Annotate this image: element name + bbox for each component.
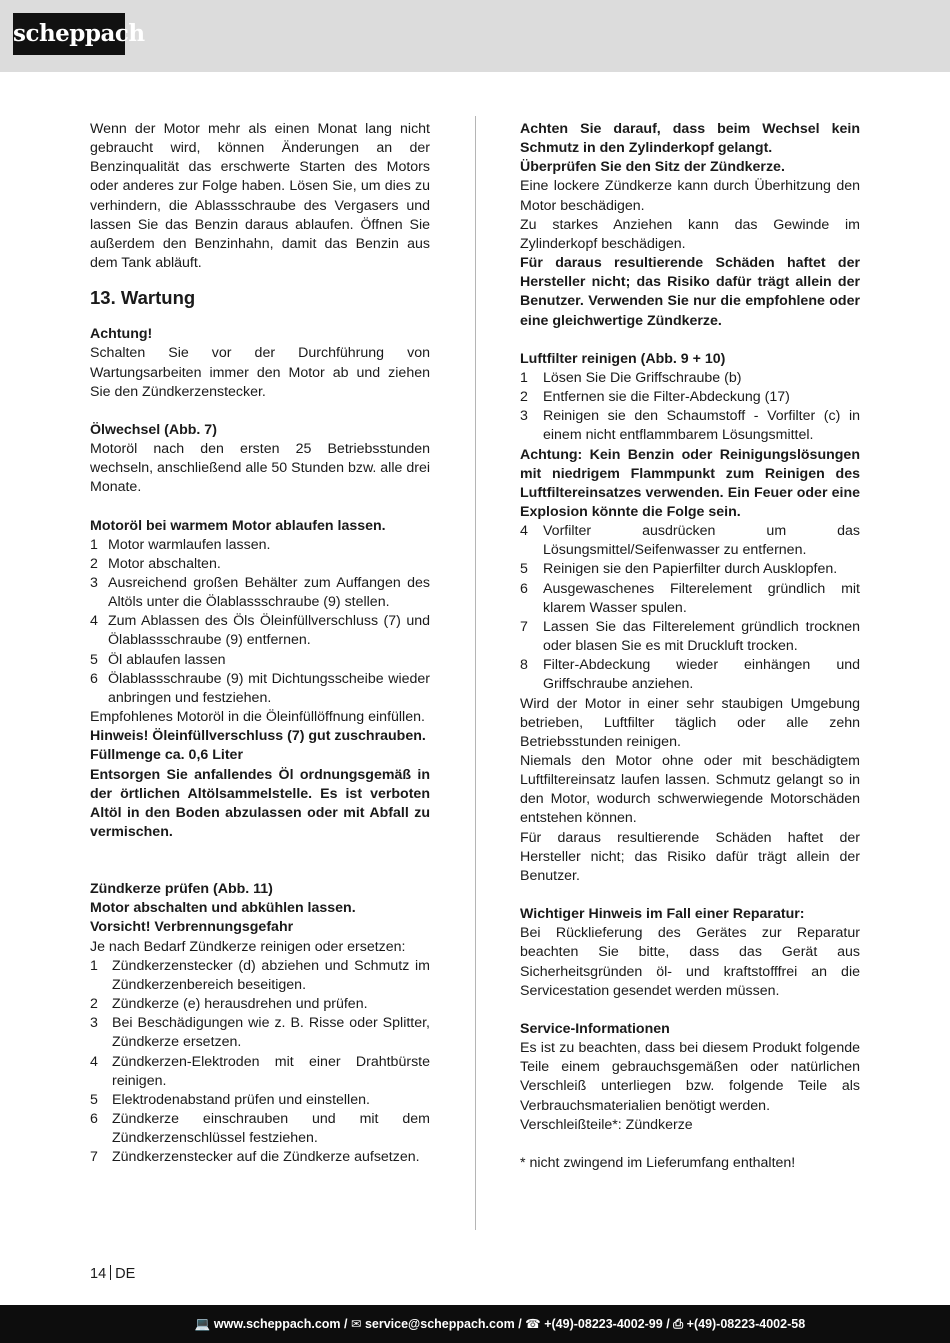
list-item-number: 4 xyxy=(90,613,98,630)
empfohlen-text: Empfohlenes Motoröl in die Öleinfüllöffnung einfüllen. xyxy=(90,709,425,726)
zuendkerze-steps-list xyxy=(90,957,430,1168)
computer-icon: 💻 xyxy=(194,1317,211,1331)
list-item xyxy=(90,957,430,995)
list-item-text: Filter-Abdeckung wieder einhängen und Griffschraube anziehen. xyxy=(543,657,860,693)
anziehen-text: Zu starkes Anziehen kann das Gewinde im Zylinderkopf beschädigen. xyxy=(520,216,860,252)
list-item-number: 5 xyxy=(520,561,528,578)
list-item xyxy=(90,612,430,650)
hinweis-text: Hinweis! Öleinfüllverschluss (7) gut zuschrauben. xyxy=(90,728,426,745)
zuendkerze-title: Zündkerze prüfen (Abb. 11) xyxy=(90,881,273,898)
reparatur-text: Bei Rücklieferung des Gerätes zur Reparatur beachten Sie bitte, dass das Gerät aus Sicherheitsgründen öl- und kraftstofffrei an die Servicestation gesendet werden müssen. xyxy=(520,925,860,999)
list-item xyxy=(90,555,430,574)
zuendkerze-sub2: Vorsicht! Verbrennungsgefahr xyxy=(90,919,294,936)
list-item-number: 3 xyxy=(520,408,528,425)
warm-steps-list xyxy=(90,536,430,708)
footer-bar: 💻 www.scheppach.com / ✉ service@scheppach.com / ☎ +(49)-08223-4002-99 / ⎙ +(49)-08223-4002-58 xyxy=(0,1305,950,1343)
list-item-number: 2 xyxy=(90,996,98,1013)
list-item-text: Lassen Sie das Filterelement gründlich trocknen oder blasen Sie es mit Druckluft trocken. xyxy=(543,618,860,655)
list-item-text: Reinigen sie den Schaumstoff - Vorfilter (c) in einem nicht entflammbarem Lösungsmittel. xyxy=(543,408,860,444)
list-item xyxy=(90,536,430,555)
haftung-warning: Für daraus resultierende Schäden haftet der Hersteller nicht; das Risiko dafür trägt allein der Benutzer. Verwenden Sie nur die empfohlene oder eine gleichwertige Zündkerze. xyxy=(520,255,860,329)
list-item-number: 4 xyxy=(90,1053,98,1070)
list-item-text: Lösen Sie Die Griffschraube (b) xyxy=(543,369,742,386)
achtung-text: Schalten Sie vor der Durchführung von Wartungsarbeiten immer den Motor ab und ziehen Sie den Zündkerzenstecker. xyxy=(90,345,430,400)
footnote-text: * nicht zwingend im Lieferumfang enthalten! xyxy=(520,1154,796,1171)
intro-paragraph: Wenn der Motor mehr als einen Monat lang nicht gebraucht wird, können Änderungen an der Benzinqualität das erschwerte Starten des Motors oder anderes zur Folge haben. Lösen Sie, um dies zu verhindern, die Ablassschraube des Vergasers und lassen Sie das Benzin daraus ablaufen. Öffnen Sie außerdem den Benzinhahn, damit das Benzin aus dem Tank abläuft. xyxy=(90,121,430,272)
service-text: Es ist zu beachten, dass bei diesem Produkt folgende Teile einem gebrauchsgemäßen oder natürlichen Verschleiß unterliegen bzw. folgende Teile als Verbrauchsmaterialien benötigt werden. xyxy=(520,1040,860,1114)
schmutz-warning: Achten Sie darauf, dass beim Wechsel kein Schmutz in den Zylinderkopf gelangt. xyxy=(520,121,860,157)
sitz-check: Überprüfen Sie den Sitz der Zündkerze. xyxy=(520,159,785,176)
footer-phone: +(49)-08223-4002-99 xyxy=(544,1317,663,1331)
right-column xyxy=(520,120,860,1173)
phone-icon: ☎ xyxy=(525,1317,541,1331)
list-item xyxy=(520,560,860,579)
page-number-value: 14 xyxy=(90,1266,107,1282)
list-item-number: 6 xyxy=(90,1111,98,1128)
list-item-text: Elektrodenabstand prüfen und einstellen. xyxy=(112,1091,370,1108)
list-item-text: Vorfilter ausdrücken um das Lösungsmittel/Seifenwasser zu entfernen. xyxy=(543,523,860,559)
list-item-text: Entfernen sie die Filter-Abdeckung (17) xyxy=(543,389,790,406)
list-item xyxy=(90,1148,430,1167)
list-item-number: 6 xyxy=(520,580,528,597)
luftfilter-title: Luftfilter reinigen (Abb. 9 + 10) xyxy=(520,350,726,367)
service-title: Service-Informationen xyxy=(520,1020,670,1037)
list-item-number: 5 xyxy=(90,651,98,668)
list-item-text: Zündkerze einschrauben und mit dem Zündkerzenschlüssel festziehen. xyxy=(112,1111,430,1147)
list-item-number: 8 xyxy=(520,657,528,674)
list-item xyxy=(520,369,860,388)
list-item-number: 1 xyxy=(520,369,528,386)
luftfilter-text-1: Wird der Motor in einer sehr staubigen Umgebung betrieben, Luftfilter täglich oder alle zehn Betriebsstunden reinigen. xyxy=(520,695,860,750)
list-item-text: Zündkerze (e) herausdrehen und prüfen. xyxy=(112,996,368,1013)
list-item xyxy=(520,407,860,445)
luftfilter-steps-b xyxy=(520,522,860,694)
zuendkerze-sub1: Motor abschalten und abkühlen lassen. xyxy=(90,900,356,917)
list-item xyxy=(90,1053,430,1091)
list-item-text: Motor warmlaufen lassen. xyxy=(108,536,271,553)
warm-motor-title: Motoröl bei warmem Motor ablaufen lassen. xyxy=(90,517,386,534)
brand-logo: scheppach xyxy=(13,13,125,55)
left-column xyxy=(90,120,430,1168)
luftfilter-text-3: Für daraus resultierende Schäden haftet der Hersteller nicht; das Risiko dafür trägt allein der Benutzer. xyxy=(520,829,860,884)
list-item-text: Zum Ablassen des Öls Öleinfüllverschluss (7) und Ölablassschraube (9) entfernen. xyxy=(108,613,430,649)
luftfilter-warning: Achtung: Kein Benzin oder Reinigungslösungen mit niedrigem Flammpunkt zum Reinigen des Luftfiltereinsatzes verwenden. Ein Feuer oder eine Explosion könnte die Folge sein. xyxy=(520,446,860,520)
list-item xyxy=(520,618,860,656)
mail-icon: ✉ xyxy=(350,1317,362,1331)
list-item xyxy=(520,388,860,407)
fuellmenge-text: Füllmenge ca. 0,6 Liter xyxy=(90,747,243,764)
fax-icon: ⎙ xyxy=(673,1317,684,1331)
footer-web[interactable]: www.scheppach.com xyxy=(213,1317,341,1331)
list-item xyxy=(520,656,860,694)
header-bar xyxy=(0,0,950,72)
page-language: DE xyxy=(115,1266,136,1282)
section-heading: 13. Wartung xyxy=(90,287,196,309)
verschleissteile-text: Verschleißteile*: Zündkerze xyxy=(520,1116,693,1133)
luftfilter-steps-a xyxy=(520,369,860,446)
list-item xyxy=(90,574,430,612)
oelwechsel-text: Motoröl nach den ersten 25 Betriebsstunden wechseln, anschließend alle 50 Stunden bzw. alle drei Monate. xyxy=(90,441,430,496)
lockere-text: Eine lockere Zündkerze kann durch Überhitzung den Motor beschädigen. xyxy=(520,178,860,214)
page-number xyxy=(90,1265,135,1282)
list-item-number: 7 xyxy=(90,1149,98,1166)
list-item-number: 6 xyxy=(90,670,98,687)
list-item xyxy=(90,1014,430,1052)
list-item-number: 1 xyxy=(90,957,98,974)
list-item xyxy=(90,670,430,708)
list-item-number: 7 xyxy=(520,618,528,635)
list-item-number: 2 xyxy=(520,389,528,406)
list-item xyxy=(90,651,430,670)
zuendkerze-text: Je nach Bedarf Zündkerze reinigen oder ersetzen: xyxy=(90,938,406,955)
list-item-number: 4 xyxy=(520,523,528,540)
column-divider xyxy=(475,116,476,1230)
list-item-text: Zündkerzenstecker (d) abziehen und Schmutz im Zündkerzenbereich beseitigen. xyxy=(112,957,430,993)
list-item-text: Reinigen sie den Papierfilter durch Ausklopfen. xyxy=(543,561,838,578)
list-item-number: 3 xyxy=(90,574,98,591)
reparatur-title: Wichtiger Hinweis im Fall einer Reparatur: xyxy=(520,906,805,923)
list-item-number: 5 xyxy=(90,1091,98,1108)
list-item-text: Ausgewaschenes Filterelement gründlich mit klarem Wasser spulen. xyxy=(543,580,860,616)
list-item-number: 3 xyxy=(90,1015,98,1032)
footer-fax: +(49)-08223-4002-58 xyxy=(686,1317,806,1331)
list-item xyxy=(90,1091,430,1110)
list-item-number: 2 xyxy=(90,555,98,572)
list-item xyxy=(520,580,860,618)
list-item xyxy=(90,995,430,1014)
list-item-number: 1 xyxy=(90,536,98,553)
list-item xyxy=(90,1110,430,1148)
list-item-text: Zündkerzen-Elektroden mit einer Drahtbürste reinigen. xyxy=(112,1053,430,1089)
list-item-text: Ölablassschraube (9) mit Dichtungsscheibe wieder anbringen und festziehen. xyxy=(108,670,430,706)
list-item-text: Zündkerzenstecker auf die Zündkerze aufsetzen. xyxy=(112,1149,420,1166)
oelwechsel-title: Ölwechsel (Abb. 7) xyxy=(90,421,217,438)
entsorgen-text: Entsorgen Sie anfallendes Öl ordnungsgemäß in der örtlichen Altölsammelstelle. Es ist verboten Altöl in den Boden abzulassen oder mit Abfall zu vermischen. xyxy=(90,766,430,840)
list-item xyxy=(520,522,860,560)
list-item-text: Bei Beschädigungen wie z. B. Risse oder Splitter, Zündkerze ersetzen. xyxy=(112,1015,430,1051)
footer-email[interactable]: service@scheppach.com xyxy=(364,1317,515,1331)
list-item-text: Ausreichend großen Behälter zum Auffangen des Altöls unter die Ölablassschraube (9) stellen. xyxy=(108,574,430,611)
list-item-text: Öl ablaufen lassen xyxy=(108,651,226,668)
achtung-title: Achtung! xyxy=(90,326,153,343)
luftfilter-text-2: Niemals den Motor ohne oder mit beschädigtem Luftfiltereinsatz laufen lassen. Schmutz gelangt so in den Motor, wodurch schwerwiegende Motorschäden entstehen können. xyxy=(520,753,860,827)
list-item-text: Motor abschalten. xyxy=(108,555,221,572)
